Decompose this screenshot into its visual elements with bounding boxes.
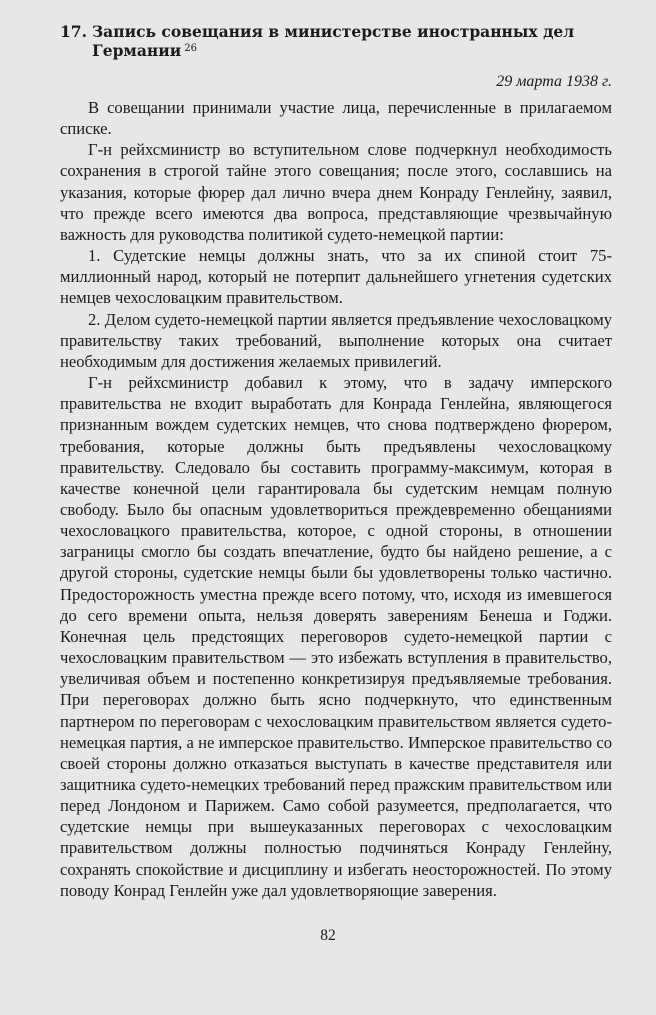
paragraph-main: Г-н рейхсминистр добавил к этому, что в задачу имперского правительства не входит выработать для Конрада Генлейна, являющегося признанным вождем судетских немцев, что снова подтверждено фюрером, требования, которые должны быть предъявлены чехословацкому правительству. Следовало бы составить программу-максимум, которая в качестве конечной цели гарантировала бы судетским немцам полную свободу. Было бы опасным удовлетвориться преждевременно обещаниями чехословацкого правительства, которое, с одной стороны, в отношении заграницы смогло бы создать впечатление, будто бы найдено решение, а с другой стороны, судетские немцы были бы удовлетворены только частично. Предосторожность уместна прежде всего потому, что, исходя из имевшегося до сего времени опыта, нельзя доверять заверениям Бенеша и Годжи. Конечная цель предстоящих переговоров судето-немецкой партии с чехословацким правительством — это избежать вступления в правительство, увеличивая объем и постепенно конкретизируя предъявляемые требования. При переговорах должно быть ясно подчеркнуто, что единственным партнером по переговорам с чехословацким правительством является судето-немецкая партия, а не имперское правительство. Имперское правительство со своей стороны должно отказаться выступать в качестве представителя или защитника судето-немецких требований перед пражским правительством или перед Лондоном и Парижем. Само собой разумеется, предполагается, что судетские немцы при вышеуказанных переговорах с чехословацким правительством должны полностью подчиняться Конраду Генлейну, сохранять спокойствие и дисциплину и избегать неосторожностей. По этому поводу Конрад Генлейн уже дал удовлетворяющие заверения. xyxy=(60,373,612,900)
paragraph-point-2: 2. Делом судето-немецкой партии является предъявление чехословацкому правительству таких требований, выполнение которых она считает необходимым для достижения желаемых привилегий. xyxy=(60,309,612,371)
page-number: 82 xyxy=(320,927,336,944)
document-date: 29 марта 1938 г. xyxy=(496,73,612,90)
document-number: 17. xyxy=(60,22,87,41)
document-title-wrap xyxy=(92,22,620,60)
paragraph-point-1: 1. Судетские немцы должны знать, что за их спиной стоит 75-миллионный народ, который не потерпит дальнейшего угнетения судетских немцев чехословацким правительством. xyxy=(60,246,612,308)
document-body xyxy=(60,97,612,901)
paragraph-participants: В совещании принимали участие лица, перечисленные в прилагаемом списке. xyxy=(60,98,612,139)
footnote-reference: 26 xyxy=(184,43,197,54)
paragraph-introduction: Г-н рейхсминистр во вступительном слове подчеркнул необходимость сохранения в строгой тайне этого совещания; после этого, сославшись на указания, которые фюрер дал лично вчера днем Конраду Генлейну, заявил, что прежде всего имеются два вопроса, представляющие чрезвычайную важность для руководства политикой судето-немецкой партии: xyxy=(60,140,612,244)
document-heading xyxy=(60,22,620,60)
document-title: Запись совещания в министерстве иностранных дел Германии xyxy=(92,22,575,60)
